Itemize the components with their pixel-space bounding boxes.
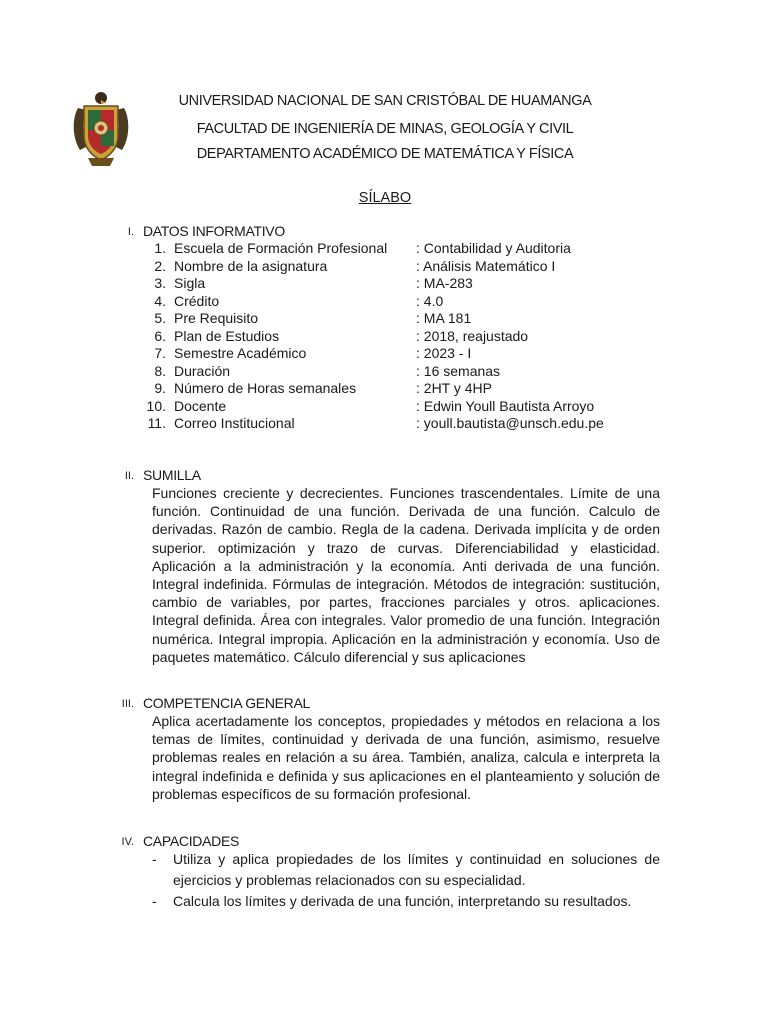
info-row [0, 328, 768, 346]
row-number: 2. [154, 257, 166, 274]
capacidad-text: Utiliza y aplica propiedades de los límites y continuidad en soluciones de ejercicios y problemas relacionados con su especialidad. [173, 851, 660, 888]
document-title-text: SÍLABO [358, 190, 412, 206]
capacidad-item [152, 849, 660, 891]
info-row [0, 310, 768, 328]
university-logo [70, 90, 132, 168]
row-key: Pre Requisito [174, 310, 259, 326]
section-3-number: III. [121, 698, 134, 710]
row-number: 3. [154, 275, 166, 291]
row-key: Docente [174, 397, 227, 414]
section-2-title: SUMILLA [143, 467, 201, 483]
row-number: 9. [154, 380, 166, 396]
row-value: : 2HT y 4HP [416, 380, 492, 396]
capacidad-item [152, 891, 660, 912]
row-number: 8. [154, 362, 166, 379]
row-value: : MA 181 [416, 310, 472, 326]
capacidad-text: Calcula los límites y derivada de una función, interpretando su resultados. [173, 893, 632, 909]
row-number: 6. [154, 327, 166, 344]
info-row [0, 380, 768, 398]
row-key: Escuela de Formación Profesional [174, 240, 388, 256]
row-value: : 4.0 [416, 292, 444, 309]
info-row [0, 293, 768, 311]
section-1-number: I. [127, 226, 134, 238]
row-value: : Edwin Youll Bautista Arroyo [416, 397, 595, 414]
info-row [0, 415, 768, 433]
row-number: 11. [147, 415, 166, 431]
row-key: Correo Institucional [174, 415, 295, 431]
row-value: : Contabilidad y Auditoria [416, 240, 571, 256]
row-number: 1. [154, 240, 166, 256]
row-key: Duración [174, 362, 231, 379]
info-row [0, 363, 768, 381]
bullet-dash: - [152, 851, 157, 867]
university-shield-crest-icon [70, 90, 132, 168]
section-2-number: II. [124, 470, 134, 482]
row-value: : MA-283 [416, 275, 473, 291]
row-key: Crédito [174, 292, 220, 309]
section-4-title: CAPACIDADES [143, 833, 240, 849]
row-value: : Análisis Matemático I [416, 257, 556, 274]
info-row [0, 345, 768, 363]
section-3-title: COMPETENCIA GENERAL [143, 695, 311, 711]
info-row [0, 240, 768, 258]
row-value: : 2018, reajustado [416, 327, 529, 344]
competencia-text: Aplica acertadamente los conceptos, propiedades y métodos en relaciona a los temas de límites, continuidad y derivada de una función, asimismo, resuelve problemas reales en relación a su área. También, analiza, calcula e interpreta la integral indefinida e definida y sus aplicaciones en el planteamiento y solución de problemas específicos de su formación profesional. [152, 713, 660, 802]
bullet-dash: - [152, 893, 157, 909]
section-4-number: IV. [121, 836, 134, 848]
row-number: 5. [154, 310, 166, 326]
sumilla-text: Funciones creciente y decrecientes. Funciones trascendentales. Límite de una función. Continuidad de una función. Derivada de una función. Calculo de derivadas. Razón de cambio. Regla de la cadena. Derivada implícita y de orden superior. optimización y trazo de curvas. Diferenciabilidad y elasticidad. Aplicación a la administración y la economía. Anti derivada de una función. Integral indefinida. Fórmulas de integración. Métodos de integración: sustitución, cambio de variables, por partes, fracciones parciales y otros. aplicaciones. Integral definida. Área con integrales. Valor promedio de una función. Integración numérica. Integral impropia. Aplicación en la administración y economía. Uso de paquetes matemático. Cálculo diferencial y sus aplicaciones [152, 485, 660, 665]
document-title [150, 190, 620, 206]
row-key: Nombre de la asignatura [174, 257, 328, 274]
row-key: Plan de Estudios [174, 327, 280, 344]
row-number: 7. [154, 345, 166, 361]
info-row [0, 398, 768, 416]
info-row [0, 275, 768, 293]
department-name: DEPARTAMENTO ACADÉMICO DE MATEMÁTICA Y FÍSICA [196, 146, 574, 162]
info-row [0, 258, 768, 276]
row-number: 10. [146, 397, 166, 414]
row-number: 4. [154, 292, 166, 309]
row-value: : youll.bautista@unsch.edu.pe [416, 415, 604, 431]
faculty-name: FACULTAD DE INGENIERÍA DE MINAS, GEOLOGÍA Y CIVIL [196, 121, 574, 137]
row-key: Número de Horas semanales [174, 380, 357, 396]
row-key: Semestre Académico [174, 345, 307, 361]
university-name: UNIVERSIDAD NACIONAL DE SAN CRISTÓBAL DE HUAMANGA [178, 93, 592, 109]
section-1-title: DATOS INFORMATIVO [143, 223, 285, 239]
row-key: Sigla [174, 275, 206, 291]
row-value: : 2023 - I [416, 345, 472, 361]
row-value: : 16 semanas [416, 362, 501, 379]
